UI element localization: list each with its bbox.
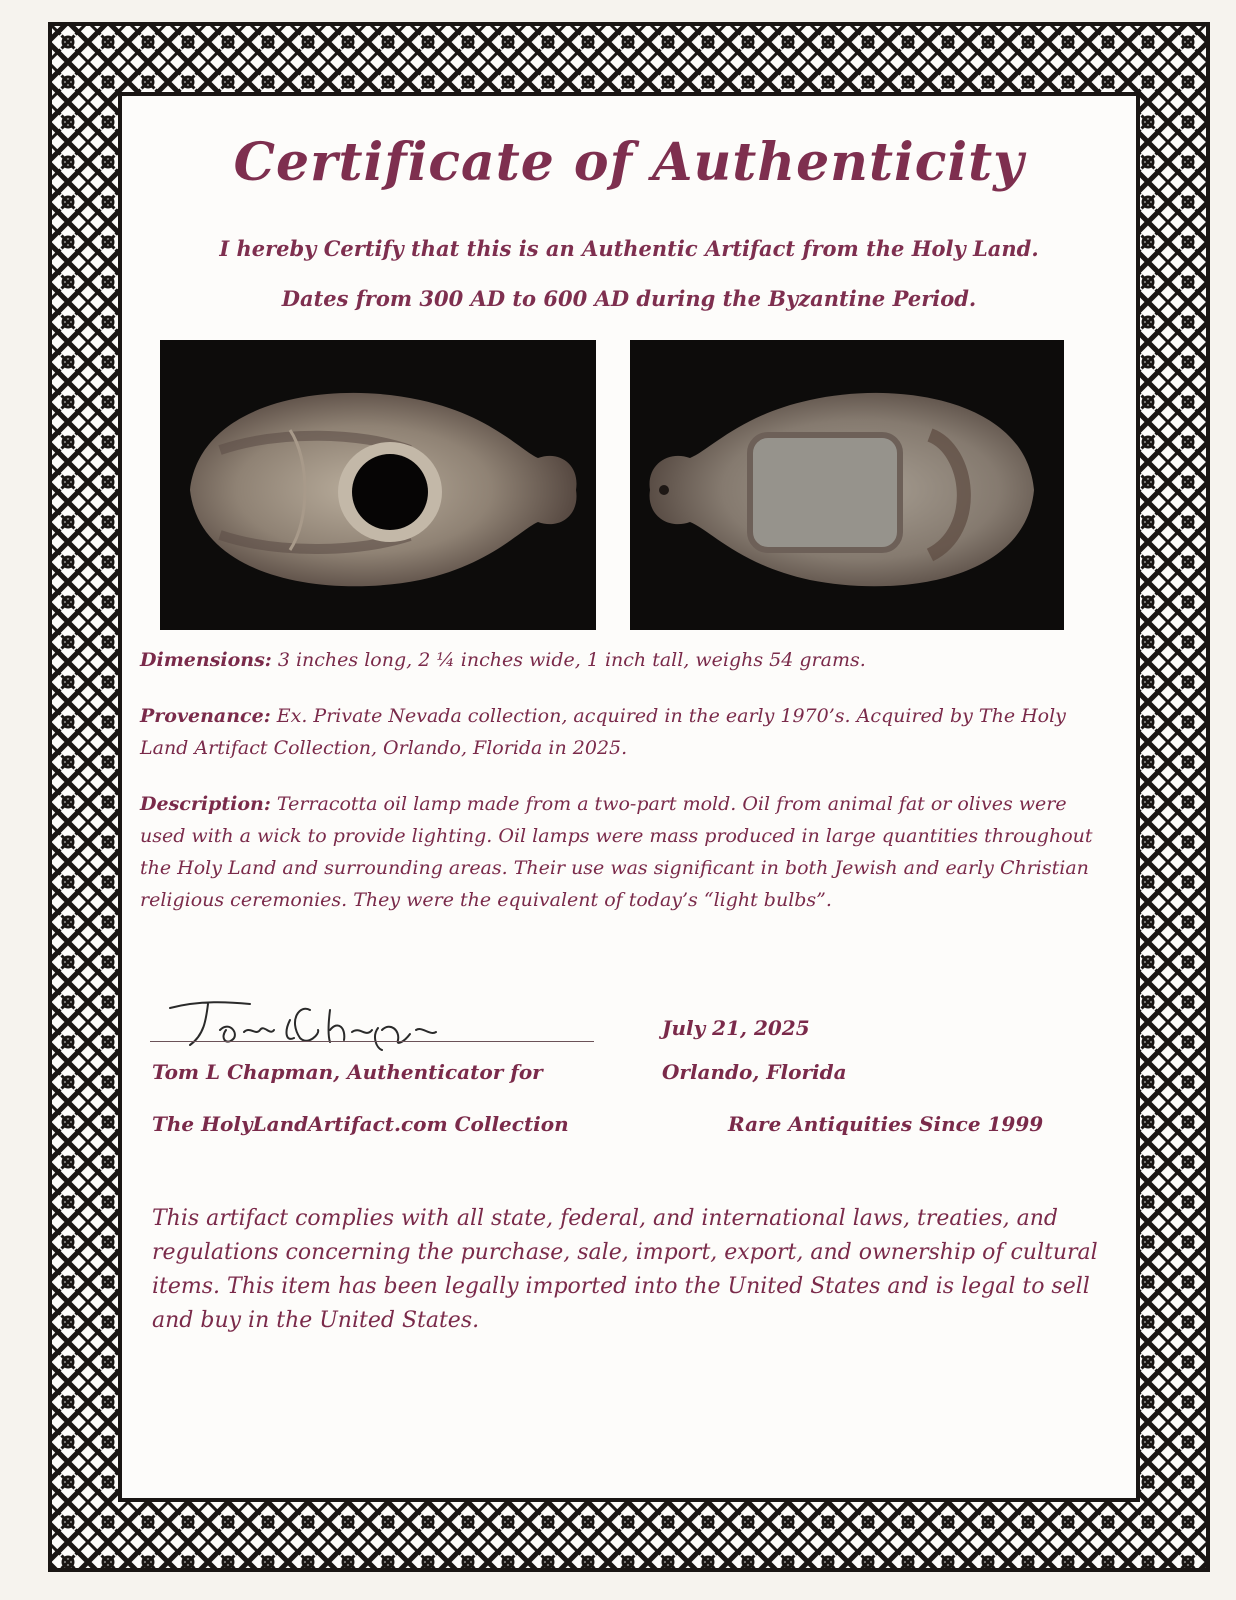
description-label: Description: — [140, 793, 271, 815]
oil-lamp-top-view-icon — [160, 340, 596, 630]
dimensions-paragraph — [140, 644, 1100, 676]
certificate-date: July 21, 2025 — [662, 1016, 810, 1040]
oil-lamp-bottom-view-icon — [630, 340, 1064, 630]
signature-line — [150, 1041, 594, 1042]
provenance-paragraph — [140, 700, 1100, 764]
signer-line: Tom L Chapman, Authenticator for — [152, 1060, 543, 1084]
tagline: Rare Antiquities Since 1999 — [728, 1112, 1044, 1136]
description-paragraph — [140, 788, 1100, 916]
dimensions-text: 3 inches long, 2 ¼ inches wide, 1 inch tall, weighs 54 grams. — [271, 649, 866, 671]
certificate-location: Orlando, Florida — [662, 1060, 847, 1084]
collection-line: The HolyLandArtifact.com Collection — [152, 1112, 569, 1136]
provenance-text: Ex. Private Nevada collection, acquired in the early 1970’s. Acquired by The Holy Land Artifact Collection, Orlando, Florida in 2025. — [140, 705, 1066, 759]
handwritten-signature-icon — [160, 990, 460, 1060]
dimensions-label: Dimensions: — [140, 649, 272, 671]
provenance-label: Provenance: — [140, 705, 271, 727]
legal-compliance-statement: This artifact complies with all state, federal, and international laws, treaties, and regulations concerning the purchase, sale, import, export, and ownership of cultural items. This item has been legally imported into the United States and is legal to sell and buy in the United States. — [152, 1206, 1098, 1333]
artifact-photo-back — [630, 340, 1064, 630]
certify-statement: I hereby Certify that this is an Authentic Artifact from the Holy Land. — [219, 236, 1039, 261]
description-text: Terracotta oil lamp made from a two-part mold. Oil from animal fat or olives were used with a wick to provide lighting. Oil lamps were mass produced in large quantities throughout the Holy Land and surrounding areas. Their use was significant in both Jewish and early Christian religious ceremonies. They were the equivalent of today’s “light bulbs”. — [140, 793, 1093, 911]
artifact-photo-front — [160, 340, 596, 630]
certificate-title: Certificate of Authenticity — [233, 132, 1025, 193]
dating-statement: Dates from 300 AD to 600 AD during the Byzantine Period. — [281, 286, 977, 311]
